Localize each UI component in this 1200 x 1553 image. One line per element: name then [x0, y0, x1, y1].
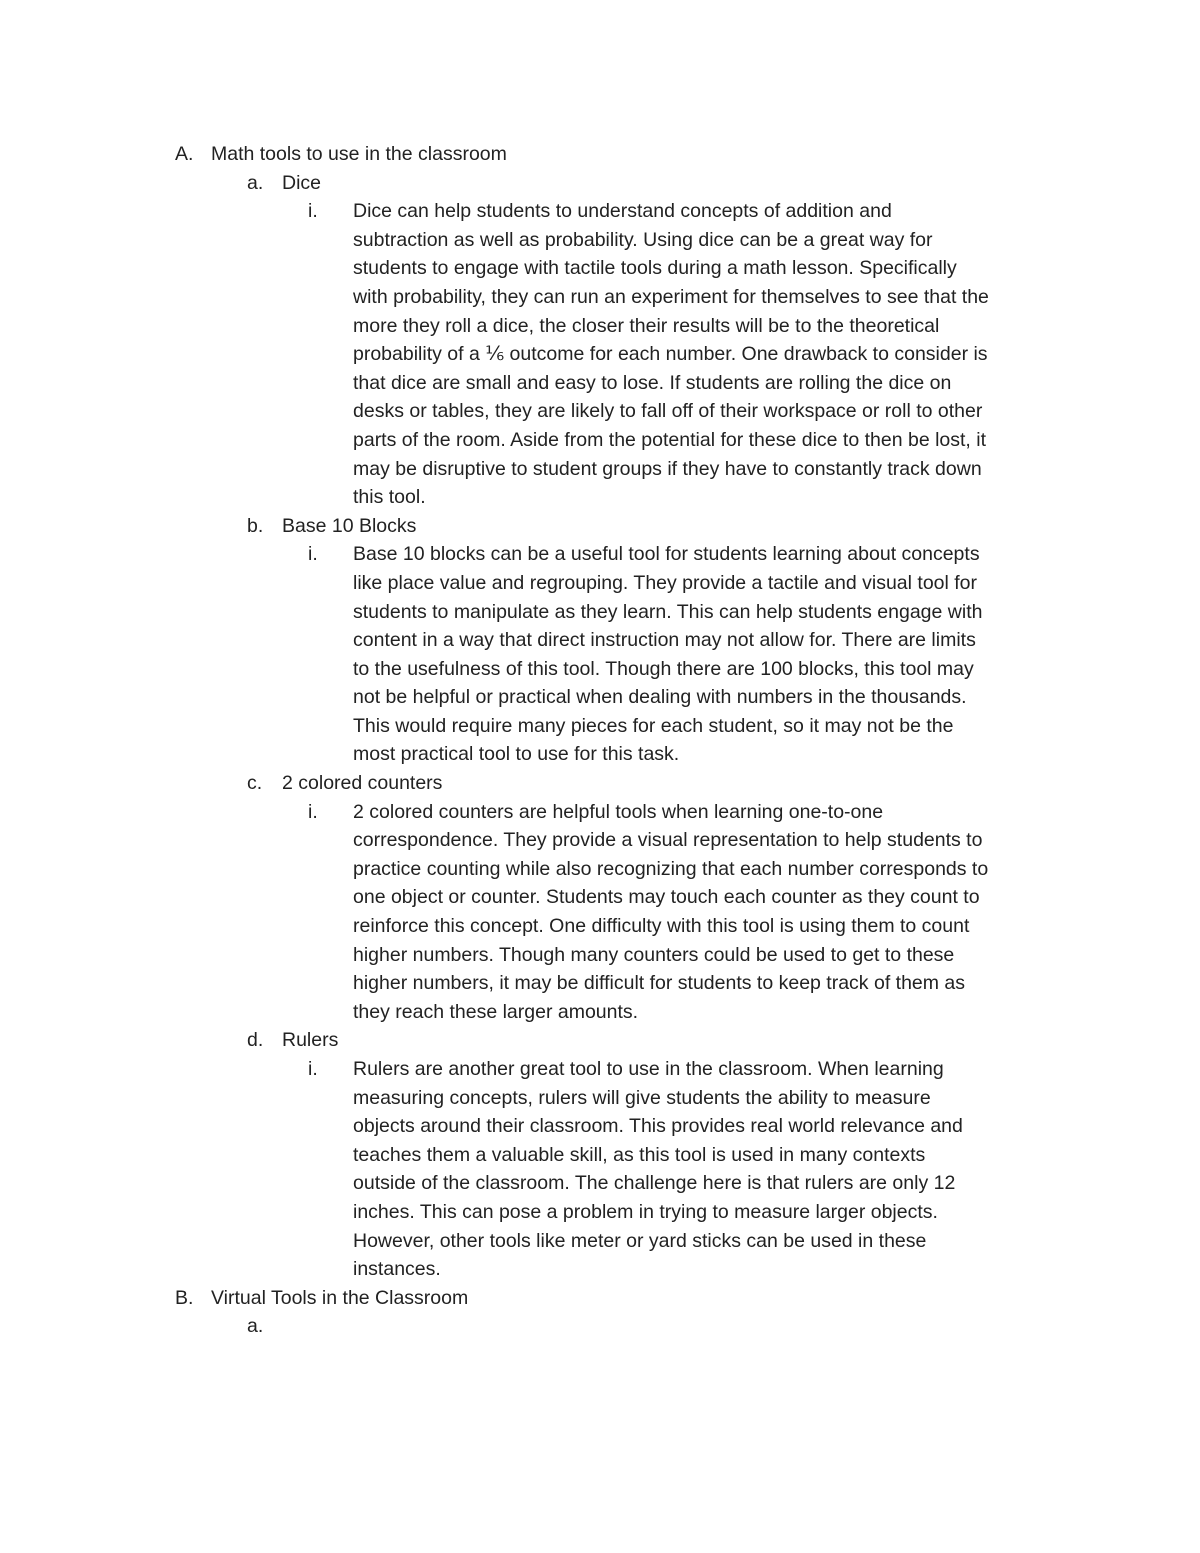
item-marker: c. [247, 772, 263, 795]
paragraph-line: with probability, they can run an experiment for themselves to see that the [353, 285, 989, 308]
section-marker: B. [175, 1286, 194, 1309]
paragraph-line: measuring concepts, rulers will give students the ability to measure [353, 1086, 931, 1109]
detail-paragraph [353, 1055, 1059, 1284]
detail-marker: i. [308, 543, 318, 566]
paragraph-line: this tool. [353, 486, 426, 509]
paragraph-line: higher numbers, it may be difficult for students to keep track of them as [353, 972, 966, 995]
paragraph-line: students to engage with tactile tools during a math lesson. Specifically [353, 257, 957, 280]
paragraph-line: desks or tables, they are likely to fall off of their workspace or roll to other [353, 400, 983, 423]
detail-colored-counters [175, 798, 1065, 1027]
paragraph-line: may be disruptive to student groups if they have to constantly track down [353, 457, 982, 480]
paragraph-line: Base 10 blocks can be a useful tool for students learning about concepts [353, 543, 980, 566]
item-dice [175, 169, 1065, 198]
detail-paragraph [353, 798, 1059, 1027]
section-a [175, 140, 1065, 169]
item-empty [175, 1312, 1065, 1341]
paragraph-line: Rulers are another great tool to use in the classroom. When learning [353, 1058, 944, 1080]
paragraph-line: higher numbers. Though many counters could be used to get to these [353, 943, 955, 966]
paragraph-line: objects around their classroom. This provides real world relevance and [353, 1115, 963, 1138]
detail-marker: i. [308, 200, 318, 223]
detail-marker: i. [308, 800, 318, 823]
item-marker: a. [247, 1315, 264, 1338]
detail-paragraph [353, 197, 1059, 512]
item-marker: b. [247, 514, 264, 537]
item-rulers [175, 1026, 1065, 1055]
section-title: Virtual Tools in the Classroom [211, 1286, 469, 1309]
paragraph-line: correspondence. They provide a visual representation to help students to [353, 829, 983, 852]
paragraph-line: that dice are small and easy to lose. If students are rolling the dice on [353, 371, 952, 394]
outline-list [175, 140, 1065, 1341]
paragraph-line: like place value and regrouping. They provide a tactile and visual tool for [353, 571, 978, 594]
paragraph-line: one object or counter. Students may touch each counter as they count to [353, 886, 980, 909]
paragraph-line: students to manipulate as they learn. This can help students engage with [353, 600, 983, 623]
paragraph-line: instances. [353, 1258, 441, 1281]
paragraph-line: reinforce this concept. One difficulty with this tool is using them to count [353, 915, 970, 938]
paragraph-line: most practical tool to use for this task. [353, 743, 680, 766]
item-title [282, 1312, 1065, 1341]
section-marker: A. [175, 143, 194, 165]
detail-dice [175, 197, 1065, 512]
item-title: Rulers [282, 1029, 339, 1052]
paragraph-line: subtraction as well as probability. Using dice can be a great way for [353, 228, 933, 251]
detail-paragraph [353, 540, 1059, 769]
paragraph-line: inches. This can pose a problem in trying to measure larger objects. [353, 1200, 938, 1223]
paragraph-line: to the usefulness of this tool. Though there are 100 blocks, this tool may [353, 657, 974, 680]
paragraph-line: probability of a ⅙ outcome for each number. One drawback to consider is [353, 343, 988, 366]
paragraph-line: Dice can help students to understand concepts of addition and [353, 200, 892, 223]
paragraph-line: teaches them a valuable skill, as this tool is used in many contexts [353, 1143, 926, 1166]
item-title: Base 10 Blocks [282, 514, 417, 537]
paragraph-line: they reach these larger amounts. [353, 1000, 639, 1023]
section-title: Math tools to use in the classroom [211, 143, 507, 165]
item-title: Dice [282, 171, 322, 194]
paragraph-line: more they roll a dice, the closer their results will be to the theoretical [353, 314, 940, 337]
paragraph-line: However, other tools like meter or yard sticks can be used in these [353, 1229, 927, 1252]
item-marker: d. [247, 1029, 264, 1052]
detail-base-10-blocks [175, 540, 1065, 769]
item-colored-counters [175, 769, 1065, 798]
section-b [175, 1284, 1065, 1313]
detail-rulers [175, 1055, 1065, 1284]
paragraph-line: This would require many pieces for each student, so it may not be the [353, 714, 954, 737]
paragraph-line: content in a way that direct instruction may not allow for. There are limits [353, 629, 976, 652]
item-title: 2 colored counters [282, 772, 443, 795]
paragraph-line: parts of the room. Aside from the potential for these dice to then be lost, it [353, 428, 987, 451]
paragraph-line: outside of the classroom. The challenge here is that rulers are only 12 [353, 1172, 956, 1195]
item-base-10-blocks [175, 512, 1065, 541]
paragraph-line: practice counting while also recognizing that each number corresponds to [353, 857, 989, 880]
detail-marker: i. [308, 1058, 318, 1080]
paragraph-line: 2 colored counters are helpful tools when learning one-to-one [353, 800, 884, 823]
paragraph-line: not be helpful or practical when dealing with numbers in the thousands. [353, 686, 967, 709]
item-marker: a. [247, 171, 264, 194]
